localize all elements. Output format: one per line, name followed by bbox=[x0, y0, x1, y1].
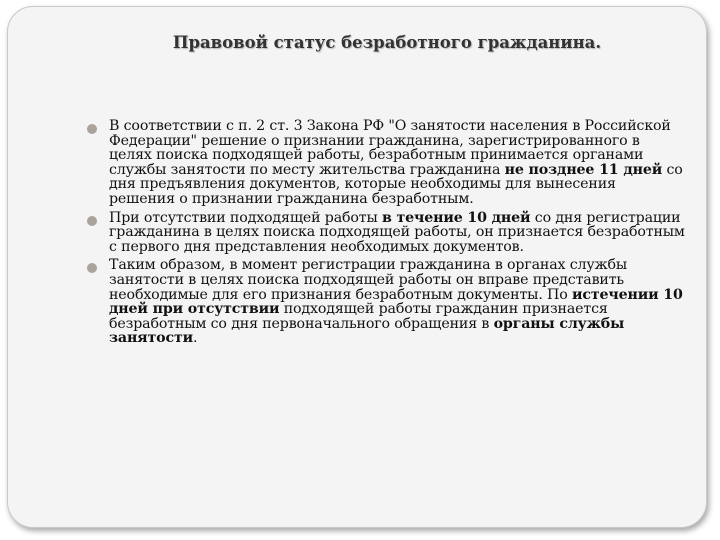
bullet-item bbox=[86, 211, 686, 255]
bullet-text-bold: не позднее 11 дней bbox=[504, 161, 663, 178]
bullet-dot-icon bbox=[87, 263, 97, 273]
bullet-text-bold: в течение 10 дней bbox=[382, 209, 531, 226]
slide-card bbox=[7, 6, 707, 528]
bullet-text: подходящей работы гражданин признается безработным со дня первоначального обращения в bbox=[109, 301, 608, 332]
bullet-list bbox=[86, 119, 686, 350]
bullet-text: . bbox=[192, 330, 198, 347]
bullet-item bbox=[86, 119, 686, 207]
bullet-text-bold: истечении 10 дней при отсутствии bbox=[109, 286, 683, 318]
bullet-text: со дня предъявления документов, которые необходимы для вынесения решения о признании гражданина безработным. bbox=[109, 161, 683, 207]
bullet-text: со дня регистрации гражданина в целях поиска подходящей работы, он признается безработным с первого дня представления необходимых документов. bbox=[109, 209, 685, 255]
bullet-text-bold: органы службы занятости bbox=[109, 315, 625, 347]
bullet-text: При отсутствии подходящей работы bbox=[109, 209, 382, 226]
bullet-text: В соответствии с п. 2 ст. 3 Закона РФ "О занятости населения в Российской Федерации" решение о признании гражданина, зарегистрированного в целях поиска подходящей работы, безработным принимается органами службы занятости по месту жительства гражданина bbox=[109, 118, 671, 178]
slide-title: Правовой статус безработного гражданина. bbox=[172, 33, 602, 52]
bullet-text: Таким образом, в момент регистрации гражданина в органах службы занятости в целях поиска подходящей работы он вправе представить необходимые для его признания безработным документы. По bbox=[109, 257, 628, 303]
bullet-dot-icon bbox=[87, 124, 97, 134]
bullet-item bbox=[86, 258, 686, 346]
bullet-dot-icon bbox=[87, 216, 97, 226]
